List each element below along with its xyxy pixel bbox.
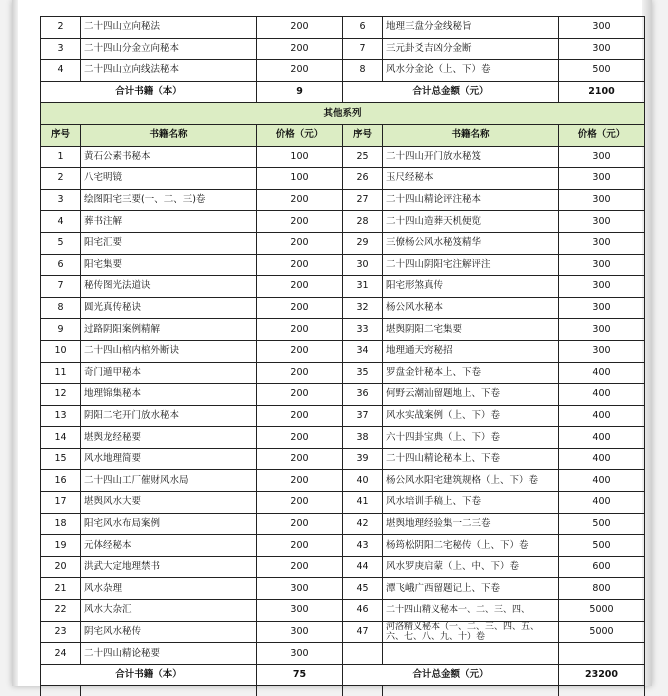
cell-price: 200: [257, 470, 343, 492]
cell-book-name: 二十四山精义秘本一、二、三、四、: [383, 600, 559, 622]
cell-no: 44: [343, 556, 383, 578]
cell-price: 200: [257, 492, 343, 514]
header-row: [41, 124, 645, 146]
cell-book-name: 地理通天窍秘招: [383, 340, 559, 362]
document-page: [12, 0, 652, 686]
cell-book-name: 杨筠松阴阳二宅秘传（上、下）卷: [383, 535, 559, 557]
cell-no: 3: [41, 38, 81, 60]
cell-no: 33: [343, 319, 383, 341]
cell-price: 5000: [559, 600, 645, 622]
empty-cell: [41, 686, 81, 696]
cell-book-name: 玉尺经秘本: [383, 168, 559, 190]
cell-book-name: 风水培训手稿上、下卷: [383, 492, 559, 514]
cell-book-name: 二十四山立向秘法: [81, 17, 257, 39]
table-row: [41, 513, 645, 535]
empty-cell: [383, 686, 559, 696]
cell-no: 28: [343, 211, 383, 233]
cell-price: 300: [559, 297, 645, 319]
page-left-shadow: [12, 0, 18, 686]
cell-price: 300: [257, 621, 343, 643]
cell-no: 5: [41, 232, 81, 254]
cell-no: 22: [41, 600, 81, 622]
cell-book-name: 风水大杂汇: [81, 600, 257, 622]
table-row: [41, 254, 645, 276]
cell-price: 400: [559, 492, 645, 514]
cell-no: 21: [41, 578, 81, 600]
cell-price: 300: [257, 643, 343, 665]
cell-book-name: 杨公风水阳宅建筑规格（上、下）卷: [383, 470, 559, 492]
table-row: [41, 405, 645, 427]
cell-book-name: 二十四山阴阳宅注解评注: [383, 254, 559, 276]
cell-book-name: 阴阳二宅开门放水秘本: [81, 405, 257, 427]
cell-no: 23: [41, 621, 81, 643]
cell-price: 300: [559, 146, 645, 168]
table-row: [41, 211, 645, 233]
cell-no: 16: [41, 470, 81, 492]
cell-price: 300: [559, 211, 645, 233]
cell-no: 32: [343, 297, 383, 319]
cell-book-name: 风水罗庚启蒙（上、中、下）卷: [383, 556, 559, 578]
cell-price: 200: [257, 535, 343, 557]
cell-book-name: 阳宅形煞真传: [383, 276, 559, 298]
cell-no: 47: [343, 621, 383, 643]
header-price: 价格（元）: [257, 124, 343, 146]
table-row: [41, 427, 645, 449]
empty-cell: [257, 686, 343, 696]
cell-no: 19: [41, 535, 81, 557]
cell-price: 400: [559, 427, 645, 449]
cell-book-name: 地理三盘分金线秘旨: [383, 17, 559, 39]
cell-price: 200: [257, 38, 343, 60]
cell-book-name: 二十四山开门放水秘笈: [383, 146, 559, 168]
cell-price: 300: [257, 578, 343, 600]
cell-no: 40: [343, 470, 383, 492]
cell-no: 35: [343, 362, 383, 384]
cell-no: 4: [41, 211, 81, 233]
cell-price: 200: [257, 513, 343, 535]
cell-no: 3: [41, 189, 81, 211]
cell-no: 11: [41, 362, 81, 384]
table-row: [41, 621, 645, 643]
cell-book-name: 二十四山精论秘本上、下卷: [383, 448, 559, 470]
cell-no: 36: [343, 384, 383, 406]
cell-price: 300: [559, 276, 645, 298]
cell-price: 200: [257, 340, 343, 362]
cell-no: 7: [343, 38, 383, 60]
cell-book-name: 堪舆地理经验集一二三卷: [383, 513, 559, 535]
cell-price: 300: [559, 17, 645, 39]
table-row: [41, 38, 645, 60]
cell-no: 2: [41, 168, 81, 190]
book-price-table: [40, 16, 645, 696]
total-count-label: 合计书籍（本）: [41, 664, 257, 686]
header-no: 序号: [41, 124, 81, 146]
table-row: [41, 319, 645, 341]
cell-book-name: 阴宅风水秘传: [81, 621, 257, 643]
cell-book-name: 二十四山工厂催财风水局: [81, 470, 257, 492]
cell-no: 8: [41, 297, 81, 319]
cell-book-name: 六十四卦宝典（上、下）卷: [383, 427, 559, 449]
cell-book-name: 河洛精义秘本（一、二、三、四、五、六、七、八、九、十）卷: [383, 621, 559, 643]
table-row: [41, 276, 645, 298]
cell-no: 41: [343, 492, 383, 514]
total-count-value: 9: [257, 81, 343, 103]
cell-no: 20: [41, 556, 81, 578]
cell-book-name: 奇门遁甲秘本: [81, 362, 257, 384]
cell-price: 200: [257, 362, 343, 384]
cell-price: 300: [559, 168, 645, 190]
cell-no: 18: [41, 513, 81, 535]
cell-no: 37: [343, 405, 383, 427]
cell-no: 29: [343, 232, 383, 254]
cell-price: 5000: [559, 621, 645, 643]
header-name: 书籍名称: [81, 124, 257, 146]
cell-book-name: 何野云潮汕留题地上、下卷: [383, 384, 559, 406]
table-row: [41, 470, 645, 492]
total-count-value: 75: [257, 664, 343, 686]
cell-price: 200: [257, 448, 343, 470]
cell-no: 45: [343, 578, 383, 600]
cell-price: 500: [559, 535, 645, 557]
cell-book-name: [383, 643, 559, 665]
cell-no: 25: [343, 146, 383, 168]
cell-price: 300: [559, 254, 645, 276]
cell-price: 400: [559, 470, 645, 492]
cell-no: 14: [41, 427, 81, 449]
table-row: [41, 600, 645, 622]
cell-no: 26: [343, 168, 383, 190]
section-title: 其他系列: [41, 103, 645, 125]
cell-no: 7: [41, 276, 81, 298]
empty-cell: [343, 686, 383, 696]
cell-book-name: 堪舆阴阳二宅集要: [383, 319, 559, 341]
cell-book-name: 葬书注解: [81, 211, 257, 233]
table-row: [41, 492, 645, 514]
cell-price: 200: [257, 189, 343, 211]
cell-price: 400: [559, 384, 645, 406]
cell-book-name: 圆光真传秘诀: [81, 297, 257, 319]
cell-book-name: 阳宅汇要: [81, 232, 257, 254]
cell-price: 200: [257, 17, 343, 39]
table-row: [41, 643, 645, 665]
table-row: [41, 578, 645, 600]
cell-no: 42: [343, 513, 383, 535]
empty-cell: [81, 686, 257, 696]
cell-no: [343, 643, 383, 665]
cell-price: 300: [559, 319, 645, 341]
total-row: [41, 81, 645, 103]
cell-price: 200: [257, 384, 343, 406]
cell-book-name: 二十四山精论评注秘本: [383, 189, 559, 211]
total-amount-value: 2100: [559, 81, 645, 103]
cell-book-name: 过路阴阳案例精解: [81, 319, 257, 341]
cell-no: 31: [343, 276, 383, 298]
cell-book-name: 三僚杨公风水秘笈精华: [383, 232, 559, 254]
cell-book-name: 二十四山立向线法秘本: [81, 60, 257, 82]
cell-book-name: 罗盘金针秘本上、下卷: [383, 362, 559, 384]
cell-book-name: 黄石公素书秘本: [81, 146, 257, 168]
table-row: [41, 297, 645, 319]
table-row-cut-off: [41, 686, 645, 696]
total-amount-value: 23200: [559, 664, 645, 686]
table-row: [41, 340, 645, 362]
cell-no: 4: [41, 60, 81, 82]
cell-book-name: 三元卦爻吉凶分金断: [383, 38, 559, 60]
cell-book-name: 阳宅风水布局案例: [81, 513, 257, 535]
cell-no: 34: [343, 340, 383, 362]
cell-book-name: 二十四山精论秘要: [81, 643, 257, 665]
header-price: 价格（元）: [559, 124, 645, 146]
table-row: [41, 384, 645, 406]
cell-book-name: 洪武大定地理禁书: [81, 556, 257, 578]
total-count-label: 合计书籍（本）: [41, 81, 257, 103]
cell-no: 30: [343, 254, 383, 276]
section-title-row: [41, 103, 645, 125]
cell-book-name: 堪舆龙经秘要: [81, 427, 257, 449]
cell-no: 43: [343, 535, 383, 557]
cell-no: 6: [41, 254, 81, 276]
table-row: [41, 232, 645, 254]
cell-no: 8: [343, 60, 383, 82]
header-name: 书籍名称: [383, 124, 559, 146]
cell-price: 100: [257, 168, 343, 190]
table-row: [41, 17, 645, 39]
cell-no: 39: [343, 448, 383, 470]
cell-price: 200: [257, 60, 343, 82]
cell-no: 12: [41, 384, 81, 406]
cell-price: 600: [559, 556, 645, 578]
cell-no: 2: [41, 17, 81, 39]
cell-no: 9: [41, 319, 81, 341]
cell-price: [559, 643, 645, 665]
table-row: [41, 60, 645, 82]
header-no: 序号: [343, 124, 383, 146]
table-row: [41, 535, 645, 557]
cell-book-name: 阳宅集要: [81, 254, 257, 276]
cell-price: 300: [559, 340, 645, 362]
cell-no: 38: [343, 427, 383, 449]
cell-price: 200: [257, 211, 343, 233]
table-row: [41, 189, 645, 211]
cell-price: 400: [559, 362, 645, 384]
cell-price: 200: [257, 405, 343, 427]
cell-book-name: 八宅明镜: [81, 168, 257, 190]
total-amount-label: 合计总金额（元）: [343, 664, 559, 686]
cell-book-name: 杨公风水秘本: [383, 297, 559, 319]
cell-price: 200: [257, 276, 343, 298]
cell-book-name: 二十四山造葬天机便览: [383, 211, 559, 233]
cell-price: 300: [257, 600, 343, 622]
cell-price: 300: [559, 38, 645, 60]
cell-no: 27: [343, 189, 383, 211]
cell-book-name: 风水地理简要: [81, 448, 257, 470]
cell-price: 500: [559, 60, 645, 82]
total-row: [41, 664, 645, 686]
cell-price: 300: [559, 232, 645, 254]
table-row: [41, 556, 645, 578]
cell-price: 800: [559, 578, 645, 600]
cell-book-name: 二十四山棺内棺外断诀: [81, 340, 257, 362]
cell-price: 200: [257, 297, 343, 319]
cell-book-name: 绘图阳宅三要(一、二、三)卷: [81, 189, 257, 211]
empty-cell: [559, 686, 645, 696]
total-amount-label: 合计总金额（元）: [343, 81, 559, 103]
cell-no: 1: [41, 146, 81, 168]
cell-book-name: 秘传图光法道诀: [81, 276, 257, 298]
cell-book-name: 潭飞峨广西留题记上、下卷: [383, 578, 559, 600]
cell-book-name: 元体经秘本: [81, 535, 257, 557]
cell-price: 500: [559, 513, 645, 535]
cell-no: 46: [343, 600, 383, 622]
table-row: [41, 146, 645, 168]
cell-price: 200: [257, 232, 343, 254]
cell-no: 13: [41, 405, 81, 427]
table-row: [41, 362, 645, 384]
cell-no: 24: [41, 643, 81, 665]
cell-book-name: 风水实战案例（上、下）卷: [383, 405, 559, 427]
cell-no: 15: [41, 448, 81, 470]
cell-no: 10: [41, 340, 81, 362]
cell-book-name: 风水杂理: [81, 578, 257, 600]
cell-price: 200: [257, 427, 343, 449]
cell-no: 17: [41, 492, 81, 514]
cell-book-name: 地理锦集秘本: [81, 384, 257, 406]
cell-price: 300: [559, 189, 645, 211]
cell-price: 200: [257, 556, 343, 578]
table-row: [41, 448, 645, 470]
cell-no: 6: [343, 17, 383, 39]
table-row: [41, 168, 645, 190]
cell-price: 400: [559, 448, 645, 470]
cell-price: 400: [559, 405, 645, 427]
cell-book-name: 二十四山分金立向秘本: [81, 38, 257, 60]
cell-price: 200: [257, 254, 343, 276]
cell-book-name: 风水分金论（上、下）卷: [383, 60, 559, 82]
cell-price: 100: [257, 146, 343, 168]
cell-book-name: 堪舆风水大要: [81, 492, 257, 514]
cell-price: 200: [257, 319, 343, 341]
